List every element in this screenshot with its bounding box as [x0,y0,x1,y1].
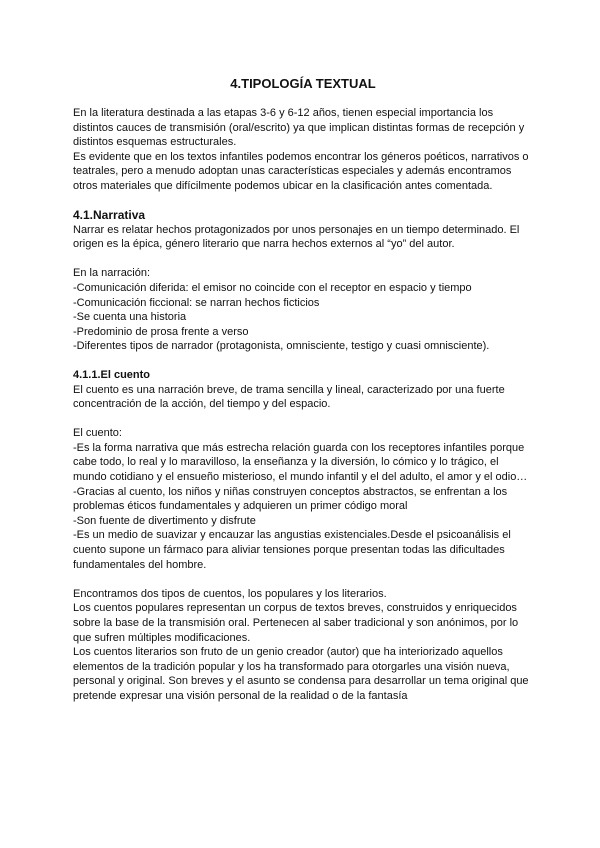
cuento-list-item: -Son fuente de divertimento y disfrute [73,514,256,527]
cuentos-populares-paragraph: Los cuentos populares representan un corpus de textos breves, construidos y enriquecidos sobre la base de la transmisión oral. Pertenecen al saber tradicional y son anónimos, por lo que sufren múltiples modificaciones. [73,602,519,644]
cuento-list-item: -Gracias al cuento, los niños y niñas construyen conceptos abstractos, se enfrentan a los problemas éticos fundamentales y adquieren un primer código moral [73,485,508,513]
paragraph-spacer [73,412,533,427]
cuento-list-intro: El cuento: [73,427,122,440]
cuento-list-item: -Es un medio de suavizar y encauzar las angustias existenciales.Desde el psicoanálisis el cuento supone un fármaco para aliviar tensiones porque presentan todas las dificultades fundamentales del hombre. [73,529,511,571]
section-heading-narrativa: 4.1.Narrativa [73,207,146,222]
page-title: 4.TIPOLOGÍA TEXTUAL [230,76,376,91]
paragraph-spacer [73,252,533,267]
cuento-definition: El cuento es una narración breve, de trama sencilla y lineal, caracterizado por una fuerte concentración de la acción, del tiempo y del espacio. [73,383,505,411]
narrativa-definition: Narrar es relatar hechos protagonizados por unos personajes en un tiempo determinado. El origen es la épica, género literario que narra hechos externos al “yo” del autor. [73,223,520,251]
narrativa-list-intro: En la narración: [73,267,151,280]
narrativa-list-item: -Predominio de prosa frente a verso [73,325,249,338]
narrativa-list-item: -Diferentes tipos de narrador (protagonista, omnisciente, testigo y cuasi omnisciente). [73,340,490,353]
narrativa-list-item: -Se cuenta una historia [73,311,187,324]
cuento-list-item: -Es la forma narrativa que más estrecha relación guarda con los receptores infantiles porque cabe todo, lo real y lo maravilloso, la enseñanza y la diversión, lo cómico y lo trágico, el mundo cotidiano y el ensueño misterioso, el mundo infantil y el del adulto, el amor y el odio… [73,441,528,484]
cuento-types-intro: Encontramos dos tipos de cuentos, los populares y los literarios. [73,587,387,600]
cuentos-literarios-paragraph: Los cuentos literarios son fruto de un genio creador (autor) que ha interiorizado aquellos elementos de la tradición popular y los ha transformado para otorgarles una visión nueva, personal y original. Son breves y el asunto se condensa para desarrollar un tema original que pretende expresar una visión personal de la realidad o de la fantasía [73,646,529,702]
paragraph-spacer [73,572,533,587]
intro-paragraph-2: Es evidente que en los textos infantiles podemos encontrar los géneros poéticos, narrativos o teatrales, pero a menudo adoptan unas características especiales y además encontramos otros materiales que difícilmente podemos ubicar en la clasificación antes comentada. [73,150,529,192]
narrativa-list-item: -Comunicación diferida: el emisor no coincide con el receptor en espacio y tiempo [73,281,472,294]
intro-paragraph-1: En la literatura destinada a las etapas 3-6 y 6-12 años, tienen especial importancia los distintos cauces de transmisión (oral/escrito) ya que implican distintas formas de recepción y distintos esquemas estructurales. [73,107,525,149]
section-heading-cuento: 4.1.1.El cuento [73,368,151,381]
document-body [73,76,533,704]
narrativa-list-item: -Comunicación ficcional: se narran hechos ficticios [73,296,320,309]
